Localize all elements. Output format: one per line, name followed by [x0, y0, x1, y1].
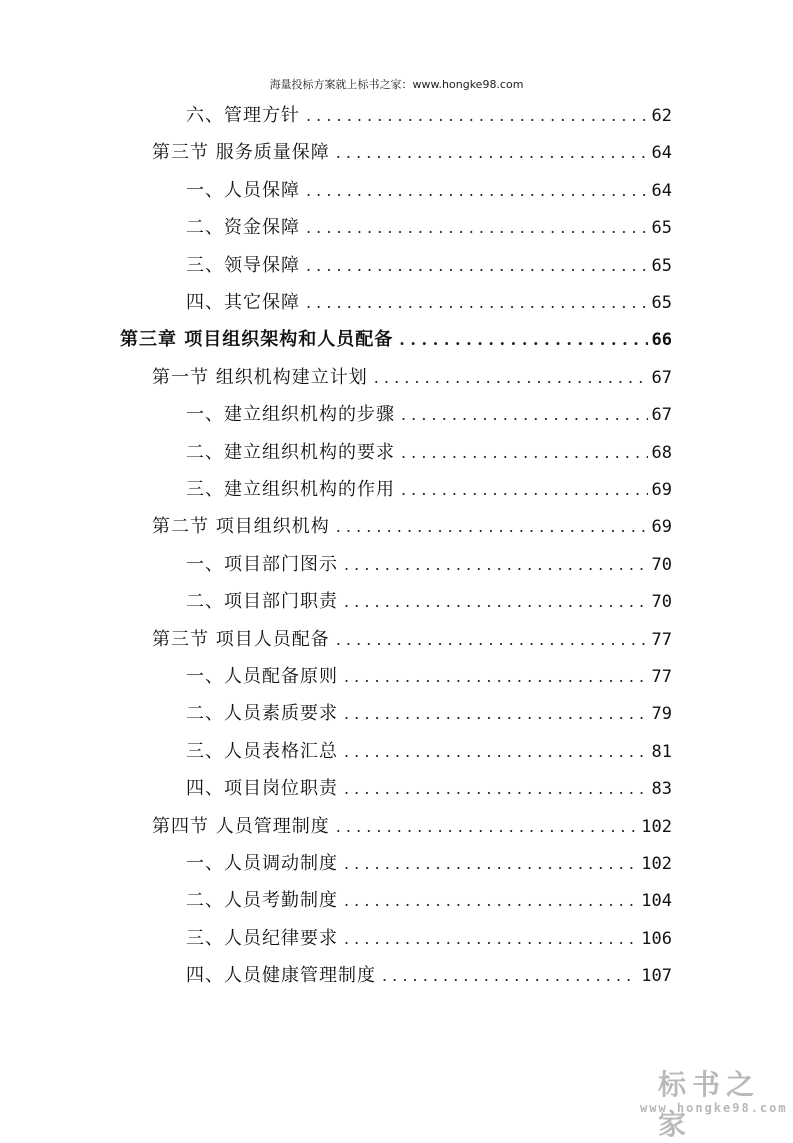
dot-leader	[382, 966, 637, 985]
dot-leader	[344, 854, 637, 873]
toc-entry[interactable]	[186, 438, 672, 468]
toc-entry-page-number: 70	[651, 555, 672, 575]
dot-leader	[344, 704, 648, 723]
dot-leader	[401, 405, 648, 424]
toc-entry[interactable]	[186, 176, 672, 206]
toc-entry-page-number: 106	[641, 929, 672, 949]
toc-entry[interactable]	[186, 400, 672, 430]
toc-entry-page-number: 70	[651, 592, 672, 612]
toc-entry[interactable]	[152, 512, 672, 542]
dot-leader	[306, 293, 648, 312]
toc-entry[interactable]	[186, 213, 672, 243]
toc-entry-page-number: 67	[651, 368, 672, 388]
toc-entry-title: 第三节 服务质量保障	[152, 142, 330, 163]
toc-entry-title: 六、管理方针	[186, 105, 300, 126]
toc-entry-title: 一、人员调动制度	[186, 853, 338, 874]
page-header: 海量投标方案就上标书之家：www.hongke98.com	[269, 78, 524, 91]
dot-leader	[306, 106, 648, 125]
toc-entry-title: 三、建立组织机构的作用	[186, 479, 395, 500]
toc-entry-page-number: 77	[651, 630, 672, 650]
toc-entry-page-number: 104	[641, 891, 672, 911]
toc-entry-title: 第二节 项目组织机构	[152, 516, 330, 537]
toc-entry-title: 一、项目部门图示	[186, 554, 338, 575]
toc-entry-title: 第三章 项目组织架构和人员配备	[120, 329, 394, 350]
toc-entry-page-number: 64	[651, 181, 672, 201]
toc-entry-title: 一、人员保障	[186, 180, 300, 201]
logo-url: www.hongke98.com	[640, 1101, 788, 1115]
toc-entry-title: 四、其它保障	[186, 292, 300, 313]
toc-entry[interactable]	[186, 886, 672, 916]
toc-entry-page-number: 79	[651, 704, 672, 724]
dot-leader	[344, 929, 637, 948]
dot-leader	[336, 630, 648, 649]
toc-entry-page-number: 69	[651, 517, 672, 537]
logo-text: 标书之家	[658, 1068, 761, 1141]
toc-entry-title: 四、项目岗位职责	[186, 778, 338, 799]
watermark-logo	[640, 1063, 790, 1141]
toc-entry-title: 三、领导保障	[186, 255, 300, 276]
dot-leader	[344, 555, 648, 574]
toc-entry[interactable]	[186, 737, 672, 767]
dot-leader	[344, 779, 648, 798]
toc-entry[interactable]	[186, 961, 672, 991]
toc-entry-page-number: 67	[651, 405, 672, 425]
toc-entry-title: 二、人员考勤制度	[186, 890, 338, 911]
dot-leader	[336, 817, 638, 836]
dot-leader	[306, 181, 648, 200]
toc-entry[interactable]	[120, 325, 672, 355]
toc-entry[interactable]	[186, 101, 672, 131]
toc-entry-title: 二、建立组织机构的要求	[186, 442, 395, 463]
toc-entry-title: 二、项目部门职责	[186, 591, 338, 612]
toc-entry[interactable]	[186, 924, 672, 954]
dot-leader	[344, 742, 648, 761]
toc-entry[interactable]	[186, 662, 672, 692]
toc-entry[interactable]	[186, 849, 672, 879]
toc-entry[interactable]	[186, 475, 672, 505]
toc-entry-page-number: 64	[651, 143, 672, 163]
toc-entry-title: 四、人员健康管理制度	[186, 965, 376, 986]
toc-entry[interactable]	[186, 587, 672, 617]
toc-entry-page-number: 107	[641, 966, 672, 986]
toc-entry-page-number: 65	[651, 293, 672, 313]
dot-leader	[306, 256, 648, 275]
toc-entry[interactable]	[186, 774, 672, 804]
toc-entry[interactable]	[186, 699, 672, 729]
toc-entry[interactable]	[186, 550, 672, 580]
toc-entry[interactable]	[152, 363, 672, 393]
toc-entry-title: 第三节 项目人员配备	[152, 629, 330, 650]
toc-entry-title: 一、建立组织机构的步骤	[186, 404, 395, 425]
toc-entry-page-number: 69	[651, 480, 672, 500]
toc-entry-title: 二、人员素质要求	[186, 703, 338, 724]
toc-entry-title: 第四节 人员管理制度	[152, 816, 330, 837]
dot-leader	[306, 218, 648, 237]
toc-entry-title: 二、资金保障	[186, 217, 300, 238]
dot-leader	[336, 517, 648, 536]
dot-leader	[344, 667, 648, 686]
toc-entry-title: 一、人员配备原则	[186, 666, 338, 687]
toc-entry-page-number: 65	[651, 256, 672, 276]
toc-entry[interactable]	[152, 138, 672, 168]
dot-leader	[401, 443, 648, 462]
toc-entry-page-number: 62	[651, 106, 672, 126]
toc-entry-page-number: 65	[651, 218, 672, 238]
toc-entry-page-number: 102	[641, 817, 672, 837]
dot-leader	[374, 368, 648, 387]
toc-entry-page-number: 102	[641, 854, 672, 874]
dot-leader	[344, 592, 648, 611]
toc-entry-title: 三、人员纪律要求	[186, 928, 338, 949]
toc-entry[interactable]	[186, 288, 672, 318]
toc-entry-page-number: 83	[651, 779, 672, 799]
toc-entry[interactable]	[152, 625, 672, 655]
dot-leader	[344, 891, 637, 910]
toc-entry-page-number: 66	[651, 330, 672, 350]
toc-entry-title: 三、人员表格汇总	[186, 741, 338, 762]
dot-leader	[401, 480, 648, 499]
toc-entry[interactable]	[186, 251, 672, 281]
toc-entry[interactable]	[152, 812, 672, 842]
toc-entry-title: 第一节 组织机构建立计划	[152, 367, 368, 388]
dot-leader	[399, 330, 647, 349]
toc-entry-page-number: 77	[651, 667, 672, 687]
dot-leader	[336, 143, 648, 162]
toc-entry-page-number: 68	[651, 443, 672, 463]
toc-entry-page-number: 81	[651, 742, 672, 762]
